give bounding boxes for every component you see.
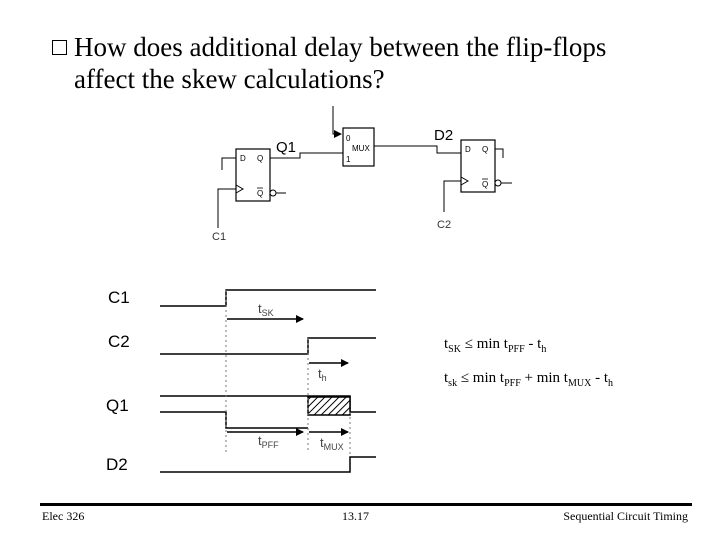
- ff1-d-pin: D: [240, 154, 246, 163]
- ff1-qbar-pin: Q: [257, 189, 264, 198]
- clock-c1-label: C1: [212, 231, 227, 243]
- footer-topic: Sequential Circuit Timing: [563, 509, 688, 523]
- mux-label: MUX: [352, 144, 370, 153]
- footer-slide-number: 13.17: [342, 509, 369, 523]
- mux-input-0: 0: [346, 134, 351, 143]
- net-d2-label: D2: [434, 127, 454, 144]
- title-line-1: How does additional delay between the flip-flops: [74, 32, 607, 62]
- ff1-q-pin: Q: [257, 154, 264, 163]
- d2-wire: [382, 146, 461, 153]
- waveform-c1: [160, 290, 376, 306]
- c1-wire: [218, 189, 236, 228]
- mux-input-1: 1: [346, 155, 351, 164]
- waveform-c2: [160, 338, 376, 354]
- timing-diagram: [106, 288, 376, 474]
- ff2-qbar-bubble-icon: [495, 180, 501, 186]
- waveform-d2: [160, 457, 376, 472]
- tmux-annotation: $t_{MUX}$: [320, 435, 344, 452]
- ff2-d-pin: D: [465, 145, 471, 154]
- clock-c2-label: C2: [437, 219, 452, 231]
- formula-1: $t_{SK} \le \min t_{PFF} - t_h$: [444, 336, 547, 355]
- formula-2: $t_{sk} \le \min t_{PFF} + \min t_{MUX} - t_h$: [444, 370, 613, 389]
- q1-uncertainty-hatch: [308, 397, 350, 415]
- tpff-annotation: $t_{PFF}$: [258, 433, 279, 450]
- ff2-q-pin: Q: [482, 145, 489, 154]
- net-q1-label: Q1: [276, 139, 297, 156]
- th-annotation: $t_h$: [318, 366, 327, 383]
- ff2-qbar-pin: Q: [482, 180, 489, 189]
- ff2-q-feedback-wire: [495, 149, 503, 158]
- signal-label-c1: C1: [108, 288, 130, 307]
- circuit: [212, 106, 512, 243]
- mux-select-wire: [333, 106, 341, 134]
- ff1-qbar-bubble-icon: [270, 190, 276, 196]
- c2-wire: [444, 181, 461, 212]
- title-line-2: affect the skew calculations?: [74, 64, 385, 94]
- tsk-annotation: $t_{SK}$: [258, 301, 274, 318]
- waveform-q1-low: [160, 412, 308, 428]
- signal-label-q1: Q1: [106, 396, 129, 415]
- signal-label-c2: C2: [108, 332, 130, 351]
- signal-label-d2: D2: [106, 455, 128, 474]
- footer-course: Elec 326: [42, 509, 85, 523]
- footer-divider: [40, 503, 692, 506]
- ff1-d-feedback-wire: [222, 158, 236, 170]
